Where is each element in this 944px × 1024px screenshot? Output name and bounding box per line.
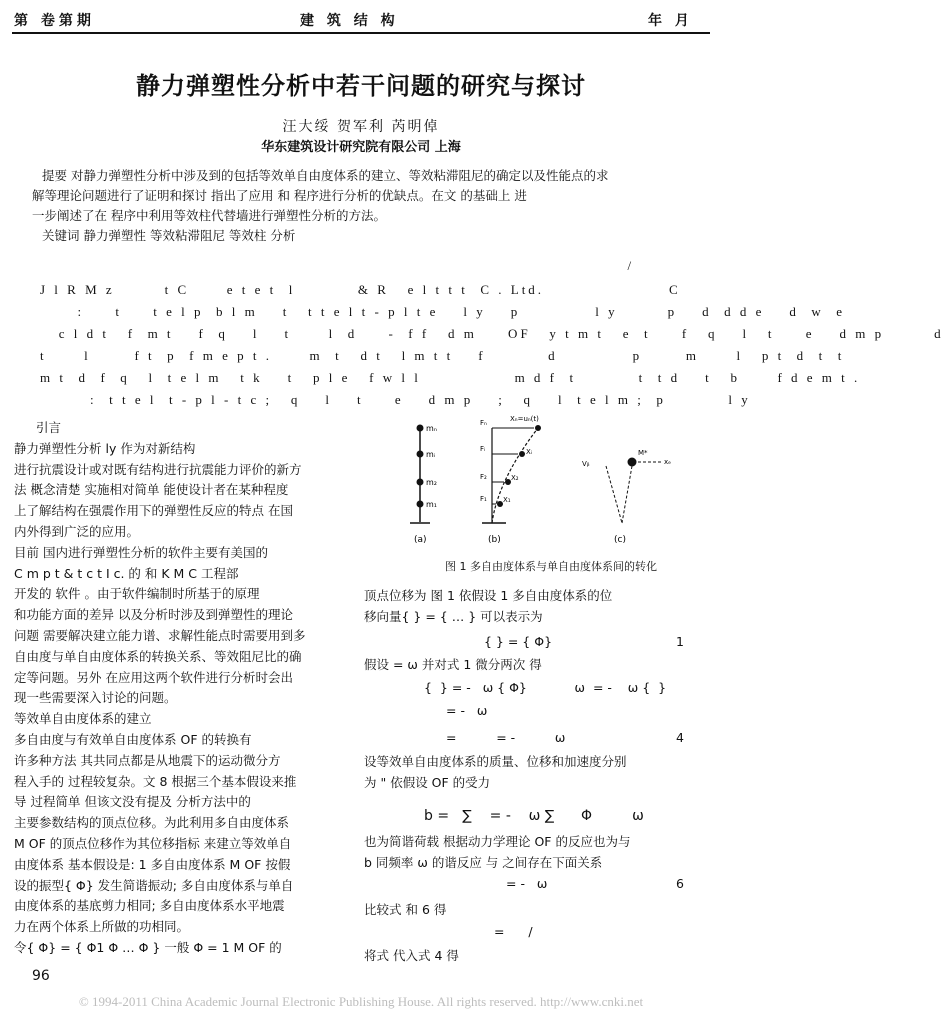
english-line: : t t e l t - p l - t c ; q l t e d m p ; q l t e l m ; p l y (40, 392, 751, 407)
equation-5: b = ∑ = - ω ∑ Φ ω (424, 808, 644, 824)
page-number: 96 (32, 968, 50, 984)
journal-name: 建 筑 结 构 (300, 13, 399, 29)
english-line: m t d f q l t e l m t k t p l e f w l l m d f t t t d t b f d e m t . (40, 370, 861, 385)
abstract-line: 解等理论问题进行了证明和探讨 指出了应用 和 程序进行分析的优缺点。在文 的基础上 进 (32, 188, 527, 203)
right-column-cont2 (364, 752, 694, 794)
body-line: 将式 代入式 4 得 (364, 948, 459, 963)
journal-issue: 第 卷第期 (14, 13, 95, 29)
header-rule (12, 32, 710, 34)
body-line: 顶点位移为 图 1 依假设 1 多自由度体系的位 (364, 588, 613, 603)
equation-7: = / (494, 924, 533, 939)
deformed-node (519, 451, 525, 457)
english-line: c l d t f m t f q l t l d - f f d m OF y t m t e t f q l t e d m p d (40, 326, 944, 341)
body-line: 和功能方面的差异 以及分析时涉及到弹塑性的理论 (14, 607, 293, 623)
body-line: 开发的 软件 。由于软件编制时所基于的原理 (14, 586, 260, 602)
figure-1 (406, 410, 696, 570)
right-column-cont4 (364, 900, 694, 921)
body-line: 由度体系的基底剪力相同; 多自由度体系水平地震 (14, 898, 285, 914)
mass-label: mᵢ (426, 450, 436, 459)
top-displacement-label: Xₙ=uₙ(t) (510, 415, 539, 423)
equation-4-number: 4 (676, 730, 684, 745)
affiliation: 华东建筑设计研究院有限公司 上海 (261, 140, 461, 155)
right-column-cont5 (364, 946, 694, 967)
equation-6: = - ω (506, 876, 548, 891)
force-label: F₁ (480, 495, 487, 503)
paper-title: 静力弹塑性分析中若干问题的研究与探讨 (136, 72, 586, 100)
author-list: 汪大绥 贺军利 芮明倬 (282, 119, 440, 135)
body-line: 问题 需要解决建立能力谱、求解性能点时需要用到多 (14, 627, 306, 643)
equation-1-number: 1 (676, 634, 684, 649)
force-label: F₂ (480, 473, 487, 481)
sdof-stick (606, 466, 622, 523)
subfig-label-c: (c) (614, 535, 626, 545)
body-line: 导 过程简单 但该文没有提及 分析方法中的 (14, 794, 251, 810)
right-column (364, 586, 694, 628)
mass-node (417, 451, 424, 458)
section-heading-sdof: 等效单自由度体系的建立 (14, 711, 152, 727)
body-line: 许多种方法 其共同点都是从地震下的运动微分方 (14, 752, 281, 768)
right-column-cont3 (364, 832, 694, 874)
mass-node (417, 479, 424, 486)
sdof-force-label: Vᵦ (582, 460, 590, 468)
body-line: 比较式 和 6 得 (364, 902, 447, 917)
equation-3: = - ω (446, 703, 488, 718)
mass-label: m₂ (426, 478, 437, 487)
keywords-line: 关键词 静力弹塑性 等效粘滞阻尼 等效柱 分析 (42, 228, 296, 243)
subfig-label-a: (a) (414, 535, 427, 545)
body-line: 现一些需要深入讨论的问题。 (14, 690, 177, 706)
body-line: 也为简谐荷载 根据动力学理论 OF 的反应也为与 (364, 834, 631, 849)
english-line: / (40, 258, 635, 273)
equation-2: { } = - ω { Φ} ω = - ω { } (424, 680, 667, 695)
body-line: b 同频率 ω 的谐反应 与 之间存在下面关系 (364, 854, 603, 870)
body-line: C m p t & t c t I c. 的 和 K M C 工程部 (14, 565, 239, 581)
body-line: 令{ Φ} = { Φ1 Φ … Φ } 一般 Φ = 1 M OF 的 (14, 939, 282, 955)
abstract (32, 166, 682, 246)
body-line: 设的振型{ Φ} 发生简谐振动; 多自由度体系与单自 (14, 877, 294, 893)
body-line: 内外得到广泛的应用。 (14, 523, 140, 539)
equation-6-number: 6 (676, 876, 684, 891)
equation-4: = = - ω (446, 730, 566, 745)
body-line: 自由度与单自由度体系的转换关系、等效阻尼比的确 (14, 648, 302, 664)
body-line: 力在两个体系上所做的功相同。 (14, 919, 190, 935)
body-line: M OF 的顶点位移作为其位移指标 来建立等效单自 (14, 835, 292, 851)
journal-date: 年 月 (648, 13, 693, 29)
copyright-footer: © 1994-2011 China Academic Journal Electronic Publishing House. All rights reserved. http://www.cnki.net (78, 994, 644, 1009)
mass-node (417, 501, 424, 508)
force-label: Fₙ (480, 419, 487, 427)
body-line: 假设 = ω 并对式 1 微分两次 得 (364, 657, 542, 672)
disp-label: Xᵢ (526, 448, 533, 456)
body-line: 进行抗震设计或对既有结构进行抗震能力评价的新方 (14, 461, 302, 477)
body-line: 移向量{ } = { … } 可以表示为 (364, 608, 543, 624)
body-line: 为 " 依假设 OF 的受力 (364, 774, 491, 790)
force-label: Fᵢ (480, 445, 486, 453)
equation-1: { } = { Φ} (484, 634, 553, 649)
body-line: 由度体系 基本假设是: 1 多自由度体系 M OF 按假 (14, 856, 291, 872)
section-heading-intro: 引言 (36, 420, 62, 435)
figure-caption: 图 1 多自由度体系与单自由度体系间的转化 (445, 560, 657, 573)
body-line: 上了解结构在强震作用下的弹塑性反应的特点 在国 (14, 503, 293, 519)
body-line: 定等问题。另外 在应用这两个软件进行分析时会出 (14, 669, 293, 685)
sdof-disp-label: xₑ (664, 458, 672, 466)
subfig-label-b: (b) (488, 535, 501, 545)
sdof-mass-label: M* (638, 449, 648, 457)
abstract-line: 提要 对静力弹塑性分析中涉及到的包括等效单自由度体系的建立、等效粘滞阻尼的确定以及性能点的求 (42, 168, 609, 183)
sdof-deformed (622, 466, 632, 523)
disp-label: X₂ (511, 474, 519, 482)
body-line: 多自由度与有效单自由度体系 OF 的转换有 (14, 731, 252, 747)
english-line: J l R M z t C e t e t l & R e l t t t C . Ltd. C (40, 282, 681, 297)
body-line: 设等效单自由度体系的质量、位移和加速度分别 (364, 754, 627, 769)
right-column-cont (364, 655, 694, 676)
mass-label: m₁ (426, 500, 437, 509)
body-line: 主要参数结构的顶点位移。为此利用多自由度体系 (14, 815, 290, 831)
disp-label: X₁ (503, 496, 511, 504)
deformed-node (535, 425, 541, 431)
body-line: 法 概念清楚 实施相对简单 能使设计者在某种程度 (14, 482, 289, 498)
english-line: t l f t p f m e p t . m t d t l m t t f d p m l p t d t t (40, 348, 845, 363)
body-line: 程入手的 过程较复杂。文 8 根据三个基本假设来推 (14, 773, 297, 789)
left-column (14, 418, 344, 959)
mass-label: mₙ (426, 424, 437, 433)
sdof-mass (628, 458, 637, 467)
mass-node (417, 425, 424, 432)
english-line: : t t e l p b l m t t t e l t - p l t e l y p l y p d d d e d w e (40, 304, 845, 319)
abstract-line: 一步阐述了在 程序中利用等效柱代替墙进行弹塑性分析的方法。 (32, 208, 386, 223)
body-line: 静力弹塑性分析 ly 作为对新结构 (14, 440, 196, 456)
body-line: 目前 国内进行弹塑性分析的软件主要有美国的 (14, 544, 268, 560)
